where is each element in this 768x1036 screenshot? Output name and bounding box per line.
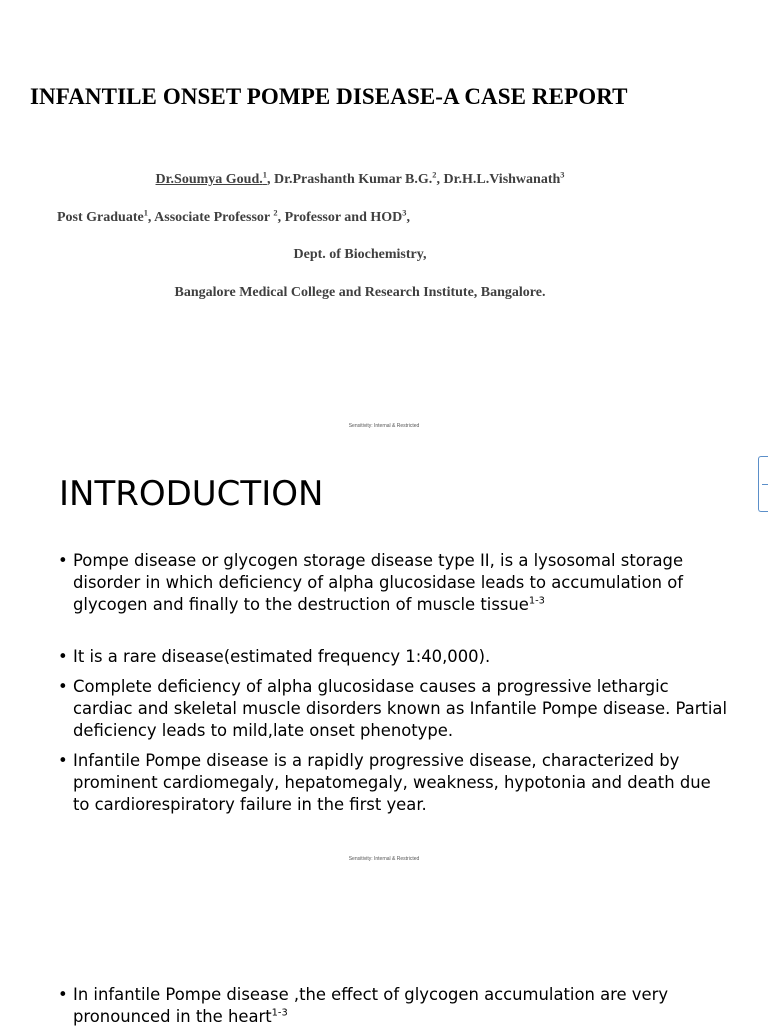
department: Dept. of Biochemistry,: [293, 247, 427, 262]
author-third: , Dr.H.L.Vishwanath: [436, 172, 561, 187]
bracket-tick-icon: [762, 484, 768, 485]
list-item: • It is a rare disease(estimated frequency 1:40,000).: [58, 646, 728, 668]
author-line: [0, 172, 720, 188]
title-slide: [0, 0, 768, 430]
sensitivity-label: Sensitivity: Internal & Restricted: [348, 856, 420, 862]
list-item: • Complete deficiency of alpha glucosidase causes a progressive lethargic cardiac and skeletal muscle disorders known as Infantile Pompe disease. Partial deficiency leads to mild,late onset phenotype.: [58, 676, 728, 742]
institution: Bangalore Medical College and Research Institute, Bangalore.: [174, 285, 546, 300]
author-second-sup: 2: [432, 170, 437, 180]
heart-slide: [0, 880, 768, 1024]
introduction-slide: [0, 440, 768, 870]
bullet-list: [58, 984, 728, 1036]
author-roles: Post Graduate$^1$, Associate Professor $^2$, Professor and HOD$^3$,: [57, 208, 410, 225]
page-title: INFANTILE ONSET POMPE DISEASE-A CASE REPORT: [30, 84, 628, 109]
author-third-sup: 3: [560, 170, 565, 180]
author-second: , Dr.Prashanth Kumar B.G.: [266, 172, 433, 187]
sensitivity-label: Sensitivity: Internal & Restricted: [348, 423, 420, 429]
section-heading: INTRODUCTION: [59, 474, 324, 514]
list-item: • In infantile Pompe disease ,the effect of glycogen accumulation are very pronounced in the heart$^{1-3}$: [58, 984, 728, 1028]
bullet-list: [58, 550, 728, 824]
list-item: • Pompe disease or glycogen storage disease type II, is a lysosomal storage disorder in which deficiency of alpha glucosidase leads to accumulation of glycogen and finally to the destruction of muscle tissue$^{1-3}$: [58, 550, 728, 616]
list-item: • Infantile Pompe disease is a rapidly progressive disease, characterized by prominent cardiomegaly, hepatomegaly, weakness, hypotonia and death due to cardiorespiratory failure in the first year.: [58, 750, 728, 816]
author-primary: Dr.Soumya Goud.$^1$: [155, 170, 267, 187]
